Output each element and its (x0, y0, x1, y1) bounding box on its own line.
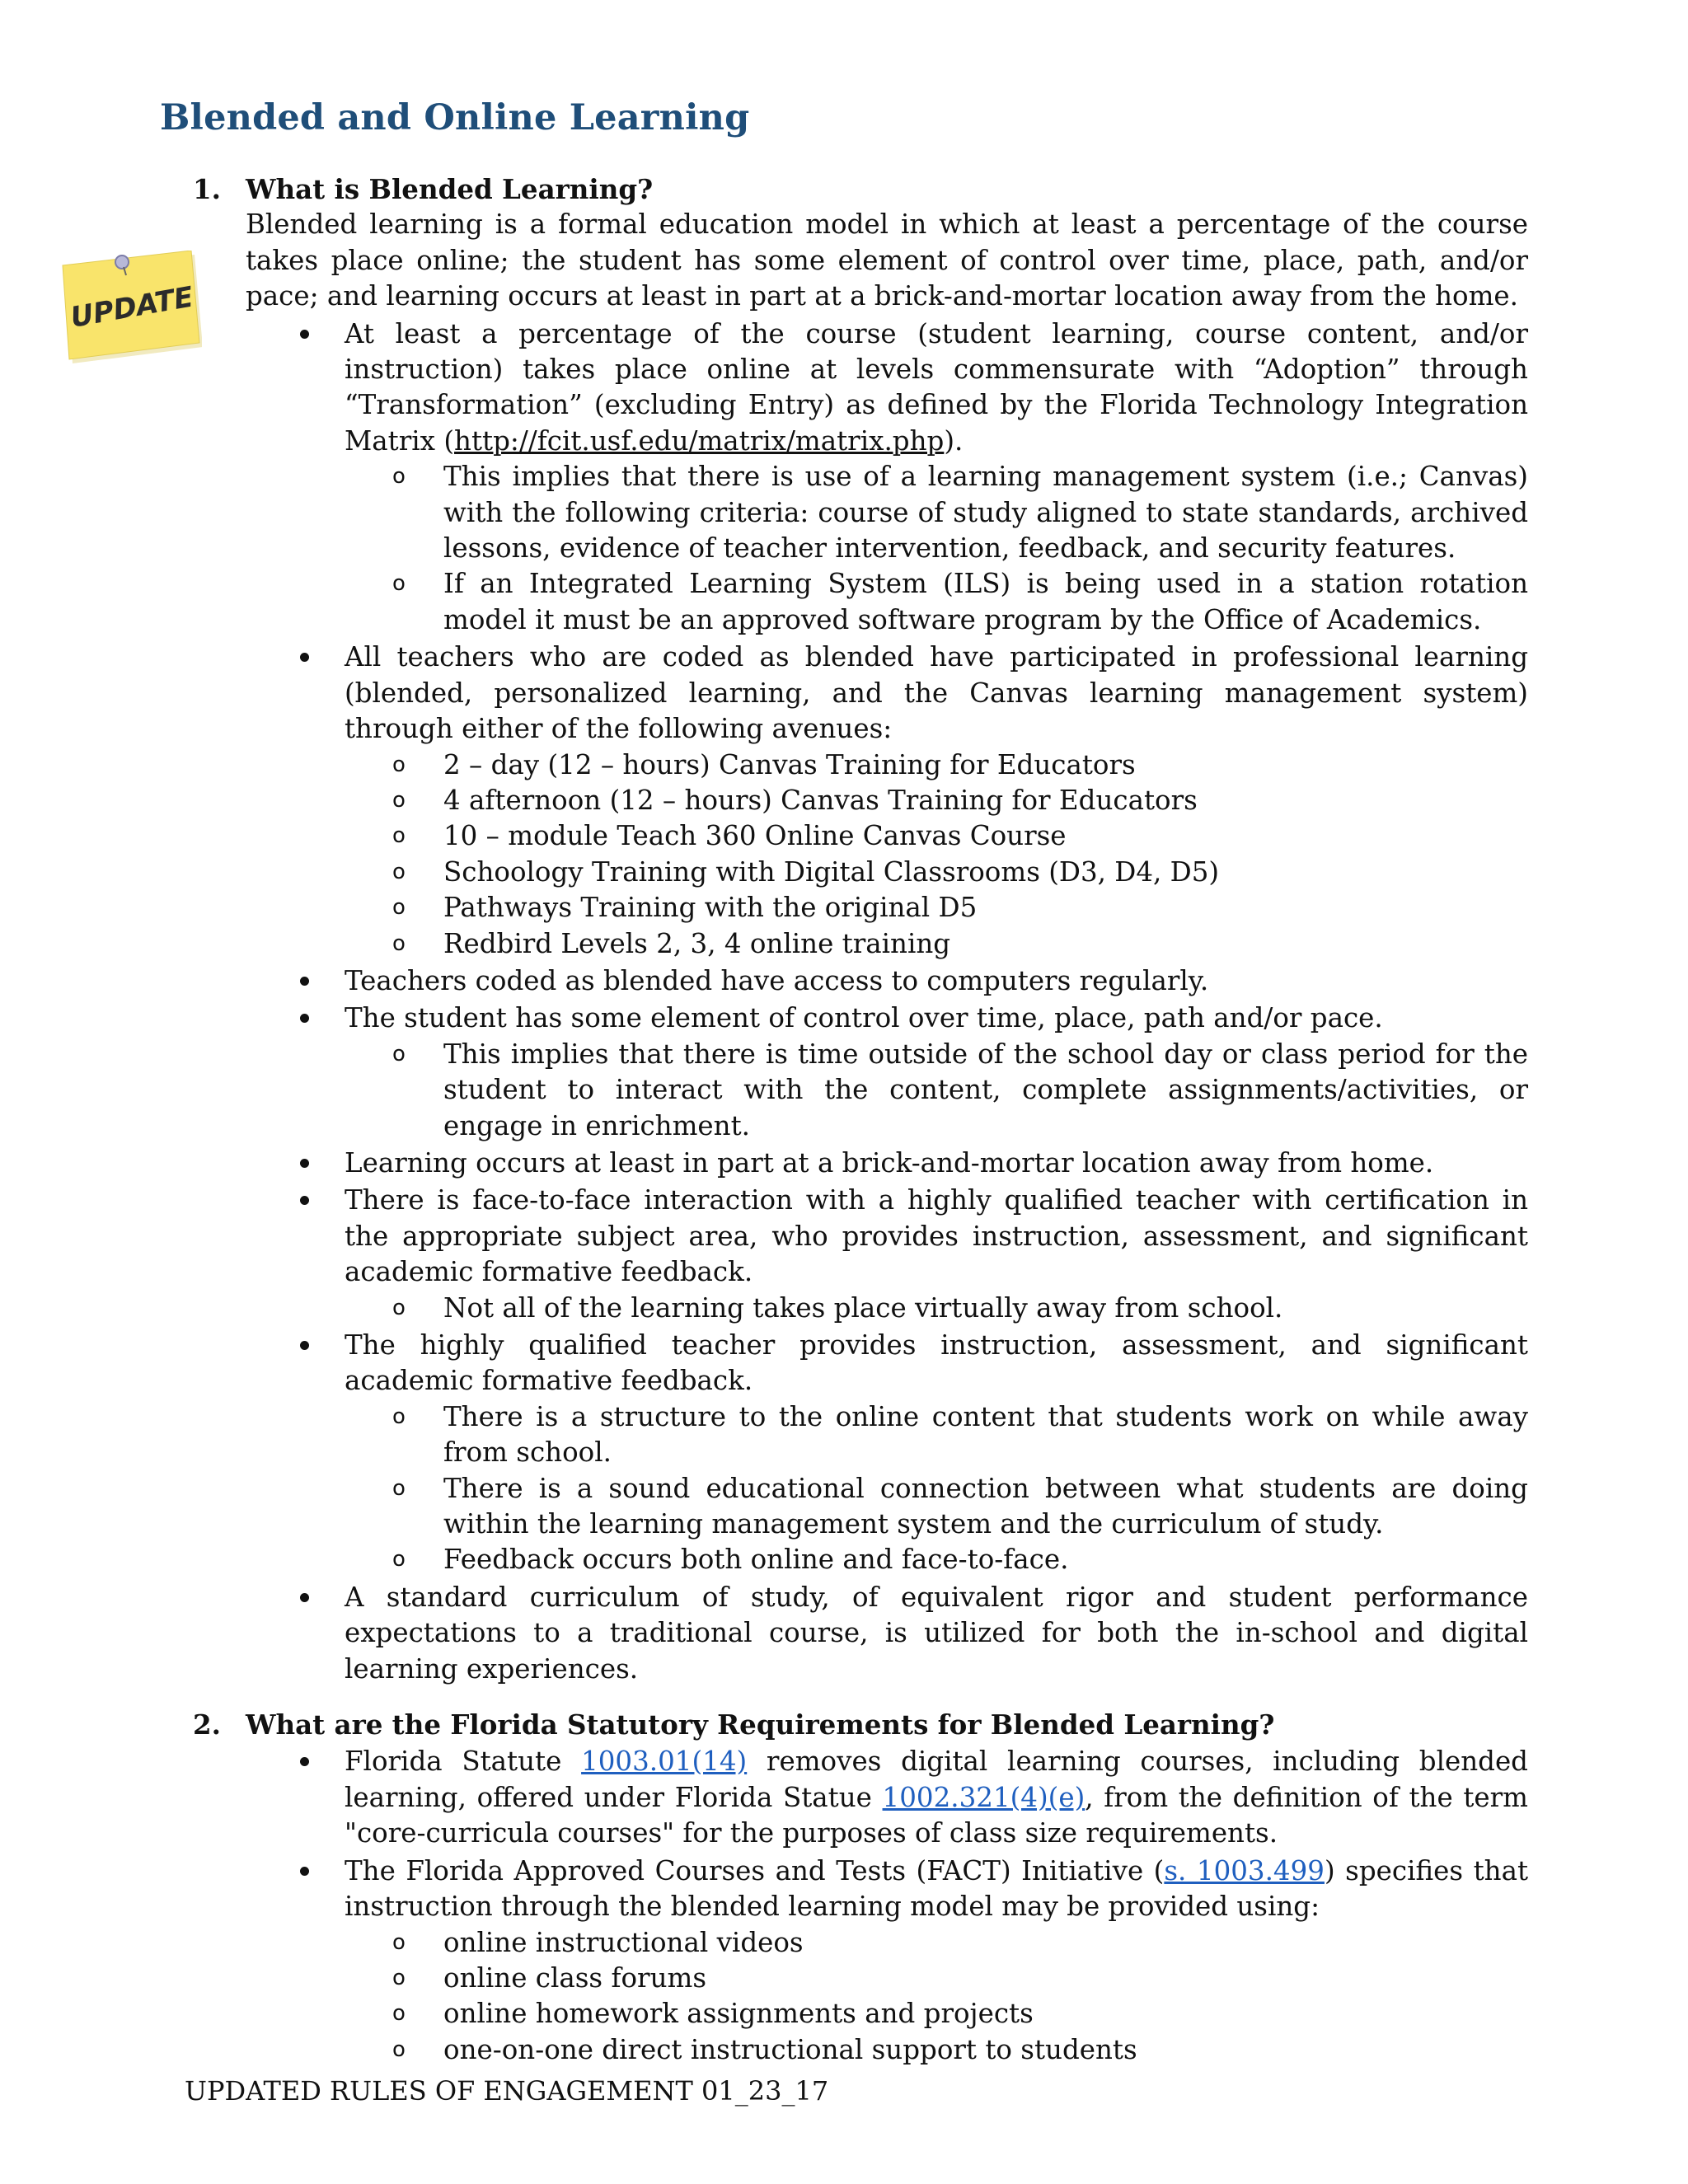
list-item: All teachers who are coded as blended have participated in professional learning (blended, personalized learning, and the Canvas learning management system) through either of the following avenues: o 2 – day (12 – hours) Canvas Training for Educators o 4 afternoon (12 – hours) Canvas Training for Educators o 10 – module Teach 360 Online Canvas Course o Schoology Training with Digital Classrooms (D3, D4, D5) o Pathways Training with the original D5 o Redbird Levels 2, 3, 4 online training (345, 640, 1528, 962)
sub-list-item: o There is a sound educational connection between what students are doing within the learning management system and the curriculum of study. (443, 1471, 1528, 1543)
sub-list-item: o This implies that there is time outside of the school day or class period for the student to interact with the content, complete assignments/activities, or engage in enrichment. (443, 1037, 1528, 1144)
sub-list-item: o 10 – module Teach 360 Online Canvas Course (443, 818, 1528, 854)
section-1-list (193, 316, 1528, 1687)
list-item: The student has some element of control over time, place, path and/or pace. o This implies that there is time outside of the school day or class period for the student to interact with the content, complete assignments/activities, or engage in enrichment. (345, 1001, 1528, 1144)
list-item: A standard curriculum of study, of equivalent rigor and student performance expectations to a traditional course, is utilized for both the in-school and digital learning experiences. (345, 1580, 1528, 1687)
section-2-number: 2. (193, 1708, 221, 1741)
sub-list (345, 1037, 1528, 1144)
statute-1002-321-link[interactable]: 1002.321(4)(e) (882, 1781, 1085, 1813)
section-2-title: What are the Florida Statutory Requirements for Blended Learning? (246, 1708, 1275, 1741)
document-body (193, 171, 1528, 2068)
section-1-intro: Blended learning is a formal education model in which at least a percentage of the course takes place online; the student has some element of control over time, place, path, and/or pace; and learning occurs at least in part at a brick-and-mortar location away from the home. (246, 209, 1528, 312)
section-1-number: 1. (193, 173, 221, 205)
matrix-url-link[interactable]: http://fcit.usf.edu/matrix/matrix.php (454, 424, 945, 457)
sub-list (345, 748, 1528, 962)
sub-list-item: o Feedback occurs both online and face-to-face. (443, 1542, 1528, 1577)
sub-list (345, 1291, 1528, 1326)
list-item: The Florida Approved Courses and Tests (FACT) Initiative (s. 1003.499) specifies that instruction through the blended learning model may be provided using: o online instructional videos o online class forums o online homework assignments and projects o one-on-one direct instructional support to students (345, 1854, 1528, 2068)
sub-list-item: o This implies that there is use of a learning management system (i.e.; Canvas) with the following criteria: course of study aligned to state standards, archived lessons, evidence of teacher intervention, feedback, and security features. (443, 459, 1528, 566)
sub-list-item: o Not all of the learning takes place virtually away from school. (443, 1291, 1528, 1326)
sub-list-item: o There is a structure to the online content that students work on while away from school. (443, 1399, 1528, 1471)
page-footer: UPDATED RULES OF ENGAGEMENT 01_23_17 (185, 2075, 829, 2107)
list-item: Florida Statute 1003.01(14) removes digital learning courses, including blended learning, offered under Florida Statue 1002.321(4)(e), from the definition of the term "core-curricula courses" for the purposes of class size requirements. (345, 1744, 1528, 1851)
sticky-note-icon (58, 251, 202, 366)
sub-list-item: o If an Integrated Learning System (ILS) is being used in a station rotation model it must be an approved software program by the Office of Academics. (443, 566, 1528, 638)
sub-list (345, 1399, 1528, 1578)
sub-list-item: o online class forums (443, 1961, 1528, 1996)
sub-list-item: o online homework assignments and projects (443, 1996, 1528, 2032)
sub-list-item: o online instructional videos (443, 1925, 1528, 1961)
statute-1003-01-link[interactable]: 1003.01(14) (581, 1746, 748, 1778)
sub-list-item: o Schoology Training with Digital Classrooms (D3, D4, D5) (443, 855, 1528, 890)
section-1-title: What is Blended Learning? (246, 173, 654, 205)
sub-list-item: o Pathways Training with the original D5 (443, 890, 1528, 926)
sticky-note-label: UPDATE (68, 280, 196, 335)
list-item: There is face-to-face interaction with a highly qualified teacher with certification in the appropriate subject area, who provides instruction, assessment, and significant academic formative feedback. o Not all of the learning takes place virtually away from school. (345, 1183, 1528, 1326)
section-2-heading (193, 1707, 1528, 1742)
section-2-list (193, 1744, 1528, 2068)
list-item: The highly qualified teacher provides instruction, assessment, and significant academic formative feedback. o There is a structure to the online content that students work on while away from school. o There is a sound educational connection between what students are doing within the learning management system and the curriculum of study. o Feedback occurs both online and face-to-face. (345, 1328, 1528, 1578)
statute-1003-499-link[interactable]: s. 1003.499 (1164, 1854, 1325, 1886)
sub-list-item: o one-on-one direct instructional support to students (443, 2032, 1528, 2068)
list-item: Teachers coded as blended have access to computers regularly. (345, 963, 1528, 999)
sub-list-item: o 2 – day (12 – hours) Canvas Training for Educators (443, 748, 1528, 783)
page-title: Blended and Online Learning (160, 97, 750, 138)
sub-list-item: o 4 afternoon (12 – hours) Canvas Training for Educators (443, 783, 1528, 818)
sub-list-item: o Redbird Levels 2, 3, 4 online training (443, 926, 1528, 962)
list-item: Learning occurs at least in part at a brick-and-mortar location away from home. (345, 1146, 1528, 1181)
list-item: At least a percentage of the course (student learning, course content, and/or instruction) takes place online at levels commensurate with “Adoption” through “Transformation” (excluding Entry) as defined by the Florida Technology Integration Matrix (http://fcit.usf.edu/matrix/matrix.php). o This implies that there is use of a learning management system (i.e.; Canvas) with the following criteria: course of study aligned to state standards, archived lessons, evidence of teacher intervention, feedback, and security features. o If an Integrated Learning System (ILS) is being used in a station rotation model it must be an approved software program by the Office of Academics. (345, 316, 1528, 639)
sub-list (345, 459, 1528, 638)
section-1-heading (193, 171, 1528, 207)
sub-list (345, 1925, 1528, 2069)
